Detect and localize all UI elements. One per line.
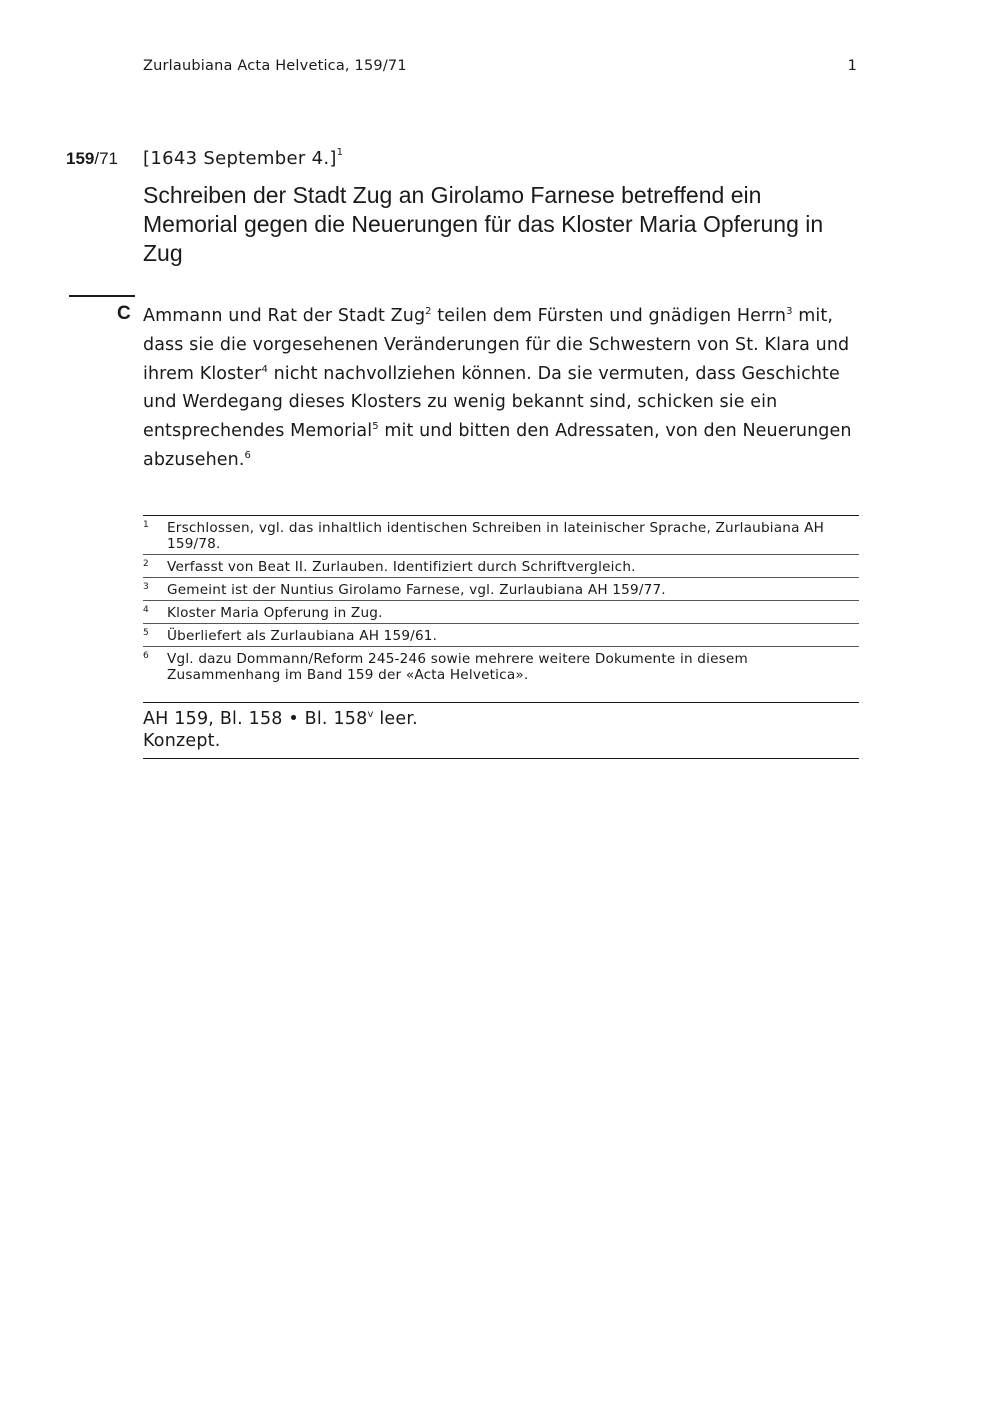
type-rule: [69, 295, 135, 297]
footnote-item: [143, 647, 859, 685]
footnote-ref-5[interactable]: 5: [372, 421, 379, 433]
running-head-title: Zurlaubiana Acta Helvetica, 159/71: [143, 58, 407, 74]
footnote-number: 1: [143, 520, 149, 530]
footnote-text: Überliefert als Zurlaubiana AH 159/61.: [167, 628, 438, 644]
footnote-item: [143, 624, 859, 647]
source-shelfmark-text: AH 159, Bl. 158 • Bl. 158: [143, 709, 368, 729]
footnote-ref-1[interactable]: 1: [336, 147, 344, 158]
footnote-number: 2: [143, 559, 149, 569]
summary-text: mit, dass sie die vorgesehenen Veränderungen für die Schwestern von St. Klara und ihrem Kloster: [143, 306, 850, 384]
document-number: [66, 149, 118, 169]
footnote-ref-3[interactable]: 3: [786, 306, 793, 317]
footnote-item: [143, 578, 859, 601]
summary-text: nicht nachvollziehen können. Da sie vermuten, dass Geschichte und Werdegang dieses Klosters zu wenig bekannt sind, schicken sie ein entsprechendes Memorial: [143, 363, 840, 442]
footnote-number: 4: [143, 605, 149, 615]
footnote-number: 6: [143, 651, 149, 661]
footnote-text: Gemeint ist der Nuntius Girolamo Farnese, vgl. Zurlaubiana AH 159/77.: [167, 582, 666, 598]
footnotes: [143, 515, 859, 685]
running-head: [143, 58, 859, 80]
page-number: 1: [847, 58, 857, 74]
footnote-item: [143, 516, 859, 555]
footnote-number: 3: [143, 582, 149, 592]
footnote-text: Vgl. dazu Dommann/Reform 245-246 sowie mehrere weitere Dokumente in diesem Zusammenhang im Band 159 der «Acta Helvetica».: [167, 651, 748, 683]
footnote-item: [143, 555, 859, 578]
summary-text: mit und bitten den Adressaten, von den Neuerungen abzusehen.: [143, 421, 852, 470]
document-number-volume: 159: [66, 149, 95, 168]
footnote-ref-6[interactable]: 6: [244, 449, 251, 461]
summary-paragraph: [143, 302, 865, 475]
footnote-number: 5: [143, 628, 149, 638]
footnote-ref-4[interactable]: 4: [261, 363, 268, 375]
verso-marker: v: [367, 709, 374, 720]
summary-text: Ammann und Rat der Stadt Zug: [143, 306, 426, 326]
footnote-text: Erschlossen, vgl. das inhaltlich identischen Schreiben in lateinischer Sprache, Zurlaubiana AH 159/78.: [167, 520, 825, 552]
footnote-text: Verfasst von Beat II. Zurlauben. Identifiziert durch Schriftvergleich.: [167, 559, 636, 575]
source-shelfmark: [143, 708, 859, 730]
document-date: [143, 147, 343, 169]
footnote-ref-2[interactable]: 2: [425, 306, 432, 317]
document-date-text: [1643 September 4.]: [143, 148, 337, 169]
source-type: Konzept.: [143, 731, 221, 751]
summary-text: teilen dem Fürsten und gnädigen Herrn: [431, 306, 787, 326]
footnote-item: [143, 601, 859, 624]
document-type-marker: C: [117, 303, 131, 324]
document-title: Schreiben der Stadt Zug an Girolamo Farnese betreffend ein Memorial gegen die Neuerungen für das Kloster Maria Opferung in Zug: [143, 182, 824, 266]
source-block: [143, 702, 859, 759]
footnote-text: Kloster Maria Opferung in Zug.: [167, 605, 383, 621]
document-number-item: /71: [94, 149, 119, 168]
source-shelfmark-note: leer.: [373, 709, 418, 729]
